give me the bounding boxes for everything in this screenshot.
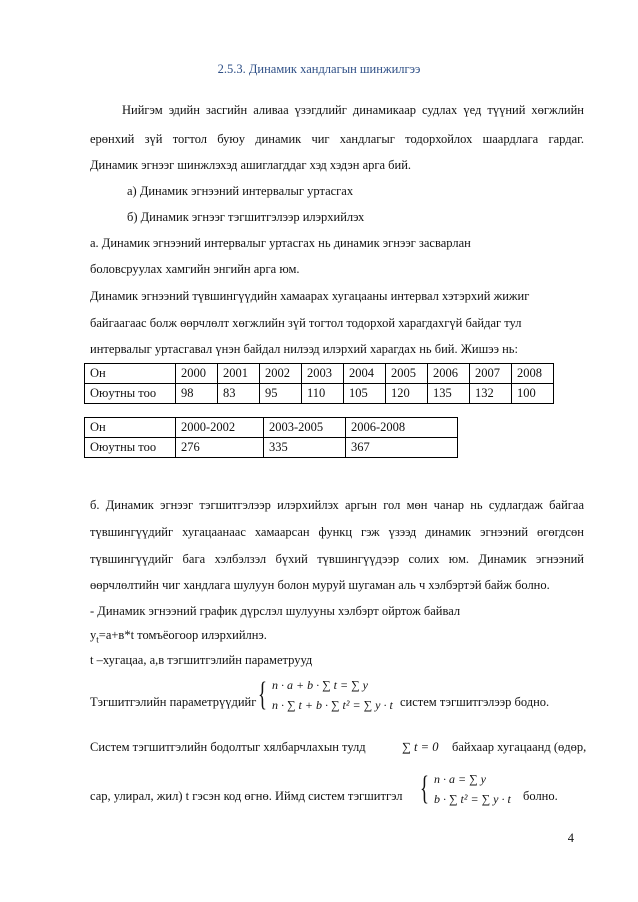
intro-line-3: Динамик эгнээг шинжлэхэд ашиглагддаг хэд хэдэн арга бий. bbox=[90, 158, 412, 172]
method-b: б) Динамик эгнээг тэгшитгэлээр илэрхийлэх bbox=[127, 210, 365, 224]
value-cell: 120 bbox=[386, 384, 428, 404]
simplified-equations-system bbox=[420, 770, 520, 810]
section-b-line-3: түвшингүүдийг бага хэлбэлзэл бүхий түвшингүүдээр солих юм. Динамик эгнээний bbox=[90, 552, 584, 566]
section-a-line-2: боловсруулах хамгийн энгийн арга юм. bbox=[90, 262, 300, 276]
formula-text: =a+в*t томъёогоор илэрхийлнэ. bbox=[98, 628, 267, 642]
table-row-label: Оюутны тоо bbox=[85, 384, 176, 404]
table-row bbox=[85, 384, 554, 404]
system-outro: систем тэгшитгэлээр бодно. bbox=[400, 695, 550, 709]
parameters-line: t –хугацаа, а,в тэгшитгэлийн параметрууд bbox=[90, 653, 313, 667]
period-cell: 2006-2008 bbox=[346, 418, 458, 438]
year-cell: 2002 bbox=[260, 364, 302, 384]
value-cell: 105 bbox=[344, 384, 386, 404]
section-a-line-4: байгаагаас болж өөрчлөлт хөгжлийн зүй тогтол тодорхой харагдахгүй байдаг тул bbox=[90, 316, 522, 330]
section-a-line-1: а. Динамик эгнээний интервалыг уртасгах нь динамик эгнээг засварлан bbox=[90, 236, 471, 250]
normal-equations-system bbox=[258, 676, 398, 716]
page-number: 4 bbox=[567, 831, 574, 845]
period-cell: 2000-2002 bbox=[176, 418, 264, 438]
table-row bbox=[85, 418, 458, 438]
value-cell: 135 bbox=[428, 384, 470, 404]
table-header-label: Он bbox=[85, 418, 176, 438]
formula-y: y bbox=[90, 628, 97, 642]
simplify-text: Систем тэгшитгэлийн бодолтыг хялбарчлахын тулд bbox=[90, 740, 366, 754]
year-cell: 2005 bbox=[386, 364, 428, 384]
equation-2: n · ∑ t + b · ∑ t² = ∑ y · t bbox=[272, 698, 393, 712]
value-cell: 83 bbox=[218, 384, 260, 404]
final-outro: болно. bbox=[523, 789, 558, 803]
table-header-label: Он bbox=[85, 364, 176, 384]
year-cell: 2008 bbox=[512, 364, 554, 384]
equation-2: b · ∑ t² = ∑ y · t bbox=[434, 792, 511, 806]
section-heading: 2.5.3. Динамик хандлагын шинжилгээ bbox=[217, 62, 421, 76]
system-intro: Тэгшитгэлийн параметрүүдийг bbox=[90, 695, 257, 709]
sum-t-zero-formula: ∑ t = 0 bbox=[402, 740, 439, 754]
simplify-text-end: байхаар хугацаанд (өдөр, bbox=[452, 740, 587, 754]
linear-trend-line: - Динамик эгнээний график дүрслэл шулууны хэлбэрт ойртож байвал bbox=[90, 604, 461, 618]
year-cell: 2000 bbox=[176, 364, 218, 384]
value-cell: 367 bbox=[346, 438, 458, 458]
table-row bbox=[85, 438, 458, 458]
value-cell: 98 bbox=[176, 384, 218, 404]
year-cell: 2001 bbox=[218, 364, 260, 384]
section-a-line-5: интервалыг уртасгавал үнэн байдал нилээд илэрхий харагдах нь бий. Жишээ нь: bbox=[90, 342, 518, 356]
year-cell: 2003 bbox=[302, 364, 344, 384]
value-cell: 132 bbox=[470, 384, 512, 404]
intro-line-1: Нийгэм эдийн засгийн аливаа үзэгдлийг динамикаар судлах үед түүний хөгжлийн bbox=[122, 103, 584, 117]
section-a-line-3: Динамик эгнээний түвшингүүдийн хамаарах хугацааны интервал хэтэрхий жижиг bbox=[90, 289, 530, 303]
left-brace: { bbox=[420, 770, 429, 807]
left-brace: { bbox=[258, 676, 267, 713]
trend-formula bbox=[90, 627, 267, 648]
section-b-line-1: б. Динамик эгнээг тэгшитгэлээр илэрхийлэх аргын гол мөн чанар нь судлагдаж байгаа bbox=[90, 498, 584, 512]
table-row-label: Оюутны тоо bbox=[85, 438, 176, 458]
section-b-line-4: өөрчлөлтийн чиг хандлага шулуун болон муруй шугаман аль ч хэлбэртэй байж болно. bbox=[90, 578, 550, 592]
year-cell: 2007 bbox=[470, 364, 512, 384]
value-cell: 100 bbox=[512, 384, 554, 404]
yearly-table bbox=[84, 363, 554, 404]
value-cell: 276 bbox=[176, 438, 264, 458]
intro-line-2: ерөнхий зүй тогтол буюу динамик чиг хандлагыг тодорхойлох шаардлага гардаг. bbox=[90, 132, 584, 146]
equation-1: n · a + b · ∑ t = ∑ y bbox=[272, 678, 368, 692]
value-cell: 95 bbox=[260, 384, 302, 404]
value-cell: 335 bbox=[264, 438, 346, 458]
table-row bbox=[85, 364, 554, 384]
year-cell: 2004 bbox=[344, 364, 386, 384]
value-cell: 110 bbox=[302, 384, 344, 404]
formula-subscript: t bbox=[96, 634, 99, 645]
year-cell: 2006 bbox=[428, 364, 470, 384]
equation-1: n · a = ∑ y bbox=[434, 772, 486, 786]
final-text: сар, улирал, жил) t гэсэн код өгнө. Иймд систем тэгшитгэл bbox=[90, 789, 403, 803]
section-b-line-2: түвшингүүдийг хугацаанаас хамаарсан функц гэж үзээд динамик эгнээний өгөгдсөн bbox=[90, 525, 584, 539]
method-a: а) Динамик эгнээний интервалыг уртасгах bbox=[127, 184, 354, 198]
period-table bbox=[84, 417, 458, 458]
period-cell: 2003-2005 bbox=[264, 418, 346, 438]
